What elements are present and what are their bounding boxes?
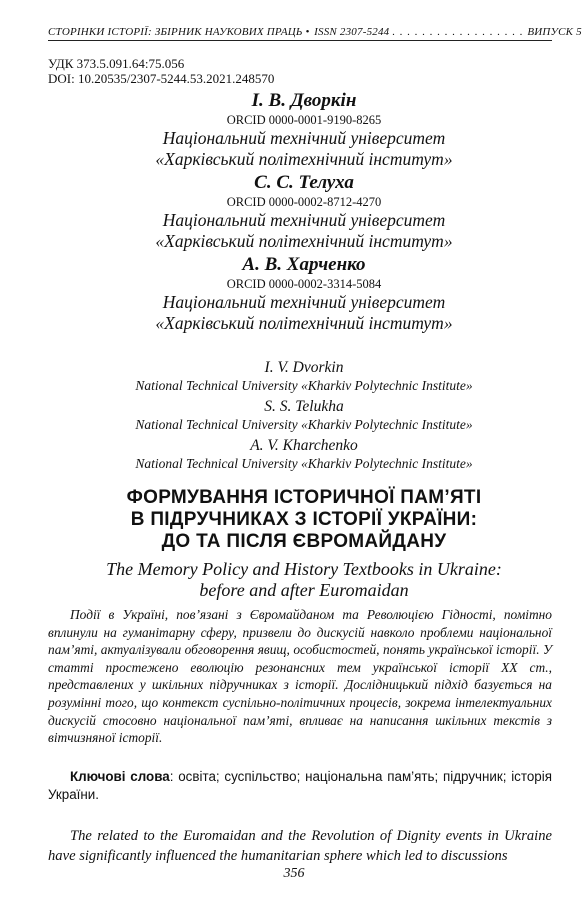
english-intro-paragraph: The related to the Euromaidan and the Revolution of Dignity events in Ukraine have significantly influenced the humanitarian sphere which led to discussions — [48, 828, 552, 864]
author-orcid: ORCID 0000-0001-9190-8265 — [226, 113, 382, 127]
authors-ua — [44, 90, 564, 336]
keywords-label: Ключові слова — [70, 769, 170, 784]
author-affiliation-line2: «Харківський політехнічний інститут» — [155, 313, 453, 333]
author-block — [44, 172, 564, 252]
author-name: І. В. Дворкін — [251, 90, 357, 111]
author-affiliation-line1: Національний технічний університет — [162, 128, 446, 148]
author-affiliation-line1: Національний технічний університет — [162, 292, 446, 312]
udc-code: УДК 373.5.091.64:75.056 — [48, 56, 185, 71]
title-ua-line: В ПІДРУЧНИКАХ З ІСТОРІЇ УКРАЇНИ: — [130, 509, 478, 530]
author-affiliation-line2: «Харківський політехнічний інститут» — [155, 149, 453, 169]
title-ua-line: ФОРМУВАННЯ ІСТОРИЧНОЇ ПАМ’ЯТІ — [126, 487, 482, 508]
author-name-latin: S. S. Telukha — [264, 398, 344, 415]
page-number: 356 — [283, 866, 305, 881]
abstract-ua: Події в Україні, пов’язані з Євромайданом та Революцією Гідності, помітно вплинули на гуманітарну сферу, призвели до дискусій навколо проблеми національної пам’яті, актуалізували обговорення явищ, особистостей, понять української історії. У статті простежено еволюцію резонансних тем української історії ХХ ст., представлених у шкільних підручниках з історії. Дослідницький підхід базується на розумінні того, що контекст суспільно-політичних процесів, зокрема інтелектуальних дискусій стосовно національної пам’яті, впливає на написання шкільних текстів з вітчизняної історії. — [48, 607, 552, 746]
article-title-ua — [44, 487, 564, 553]
issn: ISSN 2307-5244 — [314, 26, 390, 38]
keywords-text: : освіта; суспільство; національна пам’ять; підручник; історія України. — [48, 769, 552, 802]
author-block — [44, 90, 564, 170]
author-name-latin: I. V. Dvorkin — [264, 359, 344, 376]
author-affiliation-latin: National Technical University «Kharkiv Polytechnic Institute» — [135, 378, 473, 393]
doi: DOI: 10.20535/2307-5244.53.2021.248570 — [48, 71, 275, 86]
author-affiliation-line1: Національний технічний університет — [162, 210, 446, 230]
title-ua-line: ДО ТА ПІСЛЯ ЄВРОМАЙДАНУ — [161, 531, 447, 552]
issue-number: ВИПУСК 5 — [527, 26, 582, 38]
article-title-en — [44, 559, 564, 601]
running-header — [48, 26, 582, 41]
keywords — [48, 768, 552, 804]
header-dots: . . . . . . . . . . . . . . . . . . — [392, 26, 528, 38]
author-affiliation-latin: National Technical University «Kharkiv Polytechnic Institute» — [135, 456, 473, 471]
author-name-latin: A. V. Kharchenko — [250, 437, 358, 454]
author-name: С. С. Телуха — [254, 172, 354, 193]
author-affiliation-latin: National Technical University «Kharkiv Polytechnic Institute» — [135, 417, 473, 432]
author-block — [44, 254, 564, 334]
journal-name: СТОРІНКИ ІСТОРІЇ: ЗБІРНИК НАУКОВИХ ПРАЦЬ — [48, 26, 303, 38]
author-orcid: ORCID 0000-0002-8712-4270 — [226, 195, 382, 209]
author-orcid: ORCID 0000-0002-3314-5084 — [226, 277, 382, 291]
header-separator: • — [305, 26, 315, 38]
title-en-line: The Memory Policy and History Textbooks in Ukraine: — [106, 559, 502, 579]
author-affiliation-line2: «Харківський політехнічний інститут» — [155, 231, 453, 251]
title-en-line: before and after Euromaidan — [199, 580, 409, 600]
author-name: А. В. Харченко — [242, 254, 366, 275]
article-identifiers — [48, 56, 274, 86]
authors-latin — [44, 358, 564, 475]
